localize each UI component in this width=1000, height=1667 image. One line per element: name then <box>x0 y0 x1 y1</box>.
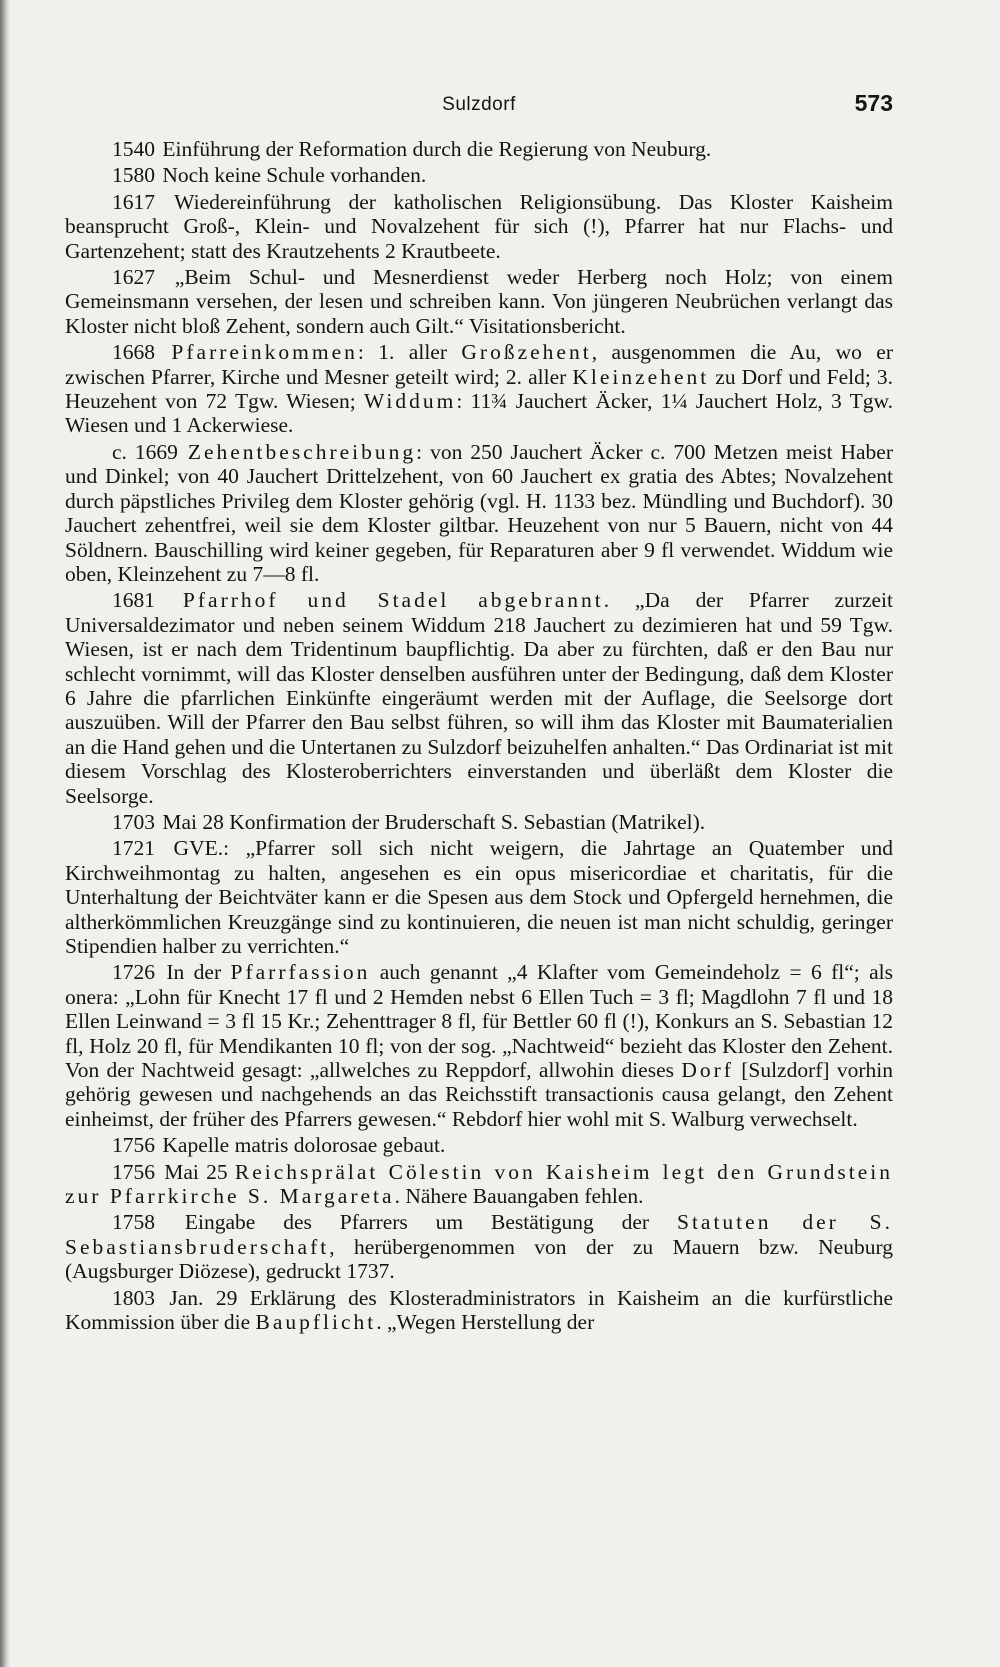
entry-year: 1617 <box>112 189 155 214</box>
entry-text: In der <box>157 960 231 985</box>
chronicle-entry <box>65 588 893 808</box>
spaced-emphasis: Statuten der S. Sebastiansbruderschaft <box>65 1210 893 1259</box>
chronicle-entry <box>65 1210 893 1283</box>
entry-text: zu Dorf und Feld; 3. Heuzehent von 72 Tgw. Wiesen; <box>65 364 894 414</box>
spaced-emphasis: Widdum <box>363 389 457 414</box>
entry-year: 1703 <box>112 809 155 834</box>
spaced-emphasis: Reichsprälat Cölestin von Kaisheim legt den Grundstein zur Pfarrkirche S. Margareta <box>65 1159 893 1209</box>
entry-year: 1758 <box>112 1210 155 1235</box>
entry-text: auch genannt „4 Klafter vom Gemeindeholz = 6 fl“; als onera: „Lohn für Knecht 17 fl und 2 Hemden nebst 6 Ellen Tuch = 3 fl; Magdlohn 7 fl und 18 Ellen Leinwand = 3 fl 15 Kr.; Zehenttrager 8 fl, für Bettler 60 fl (!), Konkurs an S. Sebastian 12 fl, Holz 20 fl, für Mendikanten 10 fl; von der sog. „Nachtweid“ bezieht das Kloster den Zehent. Von der Nachtweid gesagt: „allwelches zu Reppdorf, allwohin dieses <box>65 960 893 1083</box>
entry-year: 1580 <box>112 163 155 188</box>
chronicle-entry <box>65 1160 893 1209</box>
entry-text: Eingabe des Pfarrers um Bestätigung der <box>157 1210 677 1235</box>
entry-year: 1668 <box>112 340 155 365</box>
entry-year: c. 1669 <box>112 439 178 464</box>
entry-text <box>157 340 171 364</box>
entry-text <box>180 440 188 464</box>
page-number: 573 <box>854 90 893 116</box>
spaced-emphasis: Zehentbeschreibung <box>187 439 417 464</box>
chronicle-entry <box>65 960 893 1131</box>
body-text <box>65 137 893 1337</box>
entry-text: : von 250 Jauchert Äcker c. 700 Metzen meist Haber und Dinkel; von 40 Jauchert Drittelzehent, von 60 Jauchert ex gratia des Abtes; Novalzehent durch päpstliches Privileg dem Kloster gehörig (vgl. H. 1133 bez. Mündling und Buchdorf). 30 Jauchert zehentfrei, weil sie dem Kloster giltbar. Heuzehent von nur 5 Bauern, nicht von 44 Söldnern. Bauschilling wird keiner gegeben, für Reparaturen aber 9 fl verwendet. Widdum wie oben, Kleinzehent zu 7—8 fl. <box>65 439 894 586</box>
entry-text <box>157 588 183 612</box>
chronicle-entry <box>65 190 893 263</box>
chronicle-entry <box>65 810 893 834</box>
spaced-emphasis: Baupflicht <box>255 1310 377 1335</box>
entry-text: Mai 25 <box>157 1159 235 1184</box>
spaced-emphasis: Kleinzehent <box>572 364 710 389</box>
entry-text: [Sulzdorf] vorhin gehörig gewesen und nachgehends an das Reichsstift transactionis causa gelangt, den Zehent einheimst, der früher des Pfarrers gewesen.“ Rebdorf hier wohl mit S. Walburg verwechselt. <box>65 1058 894 1131</box>
entry-text: GVE.: „Pfarrer soll sich nicht weigern, die Jahrtage an Quatember und Kirchweihmontag zu halten, angesehen es ein opus misericordiae et charitatis, für die Unterhaltung der Beichtväter kann er die Spesen aus dem Stock und Opfergeld hernehmen, die altherkömmlichen Kreuzgänge sind zu kontinuieren, die neuen ist man nicht schuldig, geringer Stipendien halber zu verrichten.“ <box>65 836 893 958</box>
entry-text: Kapelle matris dolorosae gebaut. <box>157 1133 446 1158</box>
entry-text: , ausgenommen die Au, wo er zwischen Pfarrer, Kirche und Mesner geteilt wird; 2. aller <box>65 340 893 389</box>
spaced-emphasis: Großzehent <box>461 340 592 365</box>
entry-text: Noch keine Schule vorhanden. <box>157 163 427 188</box>
running-head <box>65 90 893 124</box>
entry-text: , herübergenommen von der zu Mauern bzw. Neuburg (Augsburger Diözese), gedruckt 1737. <box>65 1234 893 1284</box>
entry-text: Mai 28 Konfirmation der Bruderschaft S. Sebastian (Matrikel). <box>157 809 706 834</box>
entry-year: 1726 <box>112 960 155 985</box>
entry-text: : 11¾ Jauchert Äcker, 1¼ Jauchert Holz, 3 Tgw. Wiesen und 1 Ackerwiese. <box>65 389 893 438</box>
running-title: Sulzdorf <box>442 94 516 115</box>
entry-year: 1721 <box>112 836 155 861</box>
entry-year: 1756 <box>112 1159 155 1184</box>
entry-year: 1756 <box>112 1133 155 1158</box>
spaced-emphasis: Pfarrfassion <box>230 960 371 985</box>
entry-text: . „Wegen Herstellung der <box>376 1310 595 1335</box>
chronicle-entry <box>65 1133 893 1157</box>
entry-text: . Nähere Bauangaben fehlen. <box>394 1184 644 1209</box>
spaced-emphasis: Dorf <box>681 1058 734 1083</box>
chronicle-entry <box>65 163 893 187</box>
chronicle-entry <box>65 836 893 958</box>
spaced-emphasis: Pfarreinkommen <box>171 340 358 365</box>
entry-text: Wiedereinführung der katholischen Religionsübung. Das Kloster Kaisheim beansprucht Groß-, Klein- und Novalzehent für sich (!), Pfarrer hat nur Flachs- und Gartenzehent; statt des Krautzehents 2 Krautbeete. <box>65 189 893 263</box>
chronicle-entry <box>65 265 893 338</box>
entry-year: 1803 <box>112 1285 155 1310</box>
entry-year: 1681 <box>112 588 155 613</box>
entry-text: „Beim Schul- und Mesnerdienst weder Herberg noch Holz; von einem Gemeinsmann versehen, der lesen und schreiben kann. Von jüngeren Neubrüchen verlangt das Kloster nicht bloß Zehent, sondern auch Gilt.“ Visitationsbericht. <box>65 265 893 338</box>
chronicle-entry <box>65 1286 893 1335</box>
entry-text: . „Da der Pfarrer zurzeit Universaldezimator und neben seinem Widdum 218 Jauchert zu dezimieren hat und 59 Tgw. Wiesen, ist er nach dem Tridentinum baupflichtig. Da aber zu fürchten, daß er den Bau nur schlecht vornimmt, will das Kloster denselben ausführen unter der Bedingung, daß dem Kloster 6 Jahre die pfarrlichen Einkünfte eingeräumt werden mit der Auflage, die Seelsorge dort auszuüben. Will der Pfarrer den Bau selbst führen, so will ihm das Kloster mit Baumaterialien an die Hand gehen und die Untertanen zu Sulzdorf beizuhelfen anhalten.“ Das Ordinariat ist mit diesem Vorschlag des Klosteroberrichters einverstanden und überläßt dem Kloster die Seelsorge. <box>65 588 893 808</box>
entry-text: Einführung der Reformation durch die Regierung von Neuburg. <box>157 137 712 161</box>
entry-text: Jan. 29 Erklärung des Klosteradministrators in Kaisheim an die kurfürstliche Kommission über die <box>65 1285 893 1335</box>
chronicle-entry <box>65 340 893 438</box>
entry-text: : 1. aller <box>357 340 462 365</box>
binding-gutter-shadow <box>0 0 10 1667</box>
entry-year: 1627 <box>112 265 155 290</box>
chronicle-entry <box>65 137 893 161</box>
entry-year: 1540 <box>112 137 155 161</box>
spaced-emphasis: Pfarrhof und Stadel abgebrannt <box>182 588 604 613</box>
chronicle-entry <box>65 440 893 586</box>
